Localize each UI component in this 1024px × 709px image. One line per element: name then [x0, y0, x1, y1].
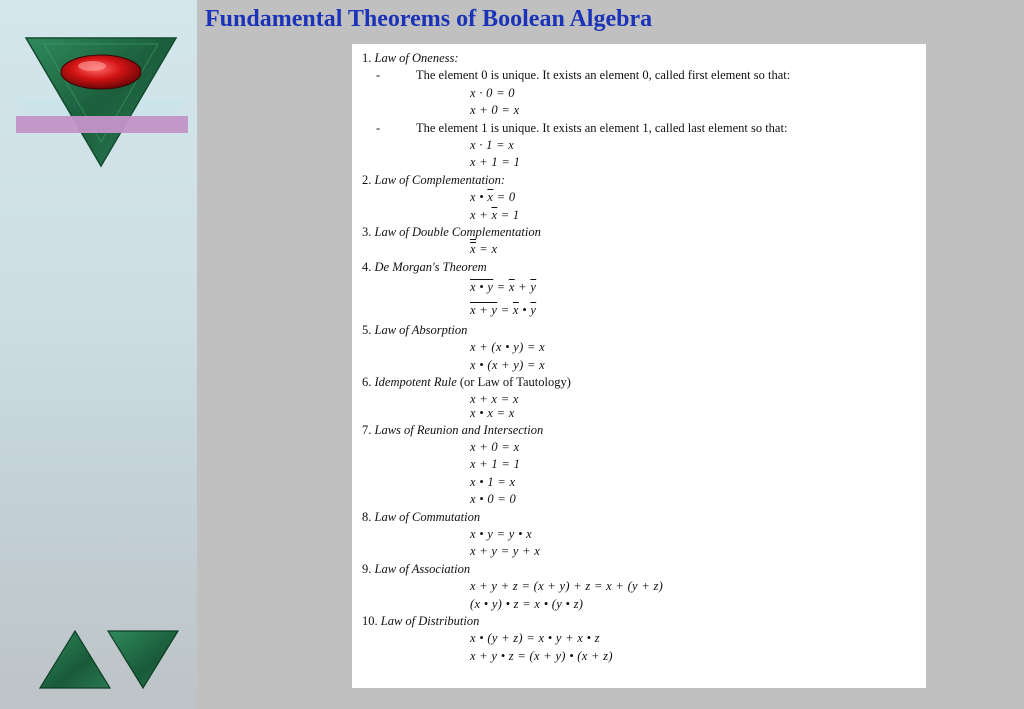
heading-law-of-double-complementation: 3. Law of Double Complementation — [362, 224, 541, 239]
heading-law-of-commutation: 8. Law of Commutation — [362, 509, 481, 524]
heading-law-of-association: 9. Law of Association — [362, 561, 471, 576]
formula: x • 0 = 0 — [470, 492, 517, 507]
formula: x = x — [362, 241, 922, 258]
formula: $x + y = \overline{x}$ • $\overline{y}$ — [470, 303, 537, 318]
heading-laws-of-reunion-and-intersection: 7. Laws of Reunion and Intersection — [362, 422, 544, 437]
formula: x + 0 = x — [470, 103, 520, 118]
prev-slide-button[interactable] — [38, 630, 112, 690]
triangle-up-icon — [40, 631, 110, 688]
formula: x · 1 = x — [470, 137, 515, 152]
bullet-element-0: - The element 0 is unique. It exists an element 0, called first element so that: — [376, 68, 791, 83]
triangle-down-icon — [108, 631, 178, 688]
formula: x + y • z = (x + y) • (x + z) — [470, 648, 613, 663]
formula: x + 0 = x — [470, 440, 520, 455]
formula: x • x = x — [470, 405, 515, 420]
formula: x + 1 = 1 — [470, 155, 521, 170]
next-slide-button[interactable] — [106, 630, 180, 690]
theorems-list — [362, 50, 922, 665]
slide-title: Fundamental Theorems of Boolean Algebra — [205, 6, 653, 32]
formula: x • (y + z) = x • y + x • z — [470, 631, 600, 646]
formula: x + (x • y) = x — [470, 340, 546, 355]
heading-law-of-complementation: 2. Law of Complementation: — [362, 172, 506, 187]
formula: x + y + z = (x + y) + z = x + (y + z) — [470, 579, 664, 594]
bullet-element-1: - The element 1 is unique. It exists an element 1, called last element so that: — [376, 120, 788, 135]
formula: x • $\overline{x} = 0$ — [470, 190, 516, 205]
heading-law-of-oneness: 1. Law of Oneness: — [362, 51, 459, 65]
heading-law-of-distribution: 10. Law of Distribution — [362, 613, 480, 628]
formula: (x • y) • z = x • (y • z) — [470, 596, 584, 611]
formula: $x + \overline{x} = 1$ — [470, 207, 520, 222]
formula: x + x = x — [470, 391, 519, 406]
heading-idempotent-rule: 6. Idempotent Rule (or Law of Tautology) — [362, 375, 571, 390]
formula: x • (x + y) = x — [470, 357, 546, 372]
formula: x · 0 = 0 — [470, 85, 515, 100]
marble-triangle-gem-icon — [14, 36, 190, 168]
theorems-panel — [352, 44, 926, 688]
heading-law-of-absorption: 5. Law of Absorption — [362, 323, 468, 338]
formula: x + y = y + x — [470, 544, 541, 559]
formula: x • y = y • x — [470, 526, 533, 541]
formula: x + 1 = 1 — [470, 457, 521, 472]
heading-de-morgans-theorem: 4. De Morgan's Theorem — [362, 259, 487, 274]
formula: x • $y = \overline{x} + \overline{y}$ — [470, 280, 537, 295]
formula: x • 1 = x — [470, 474, 516, 489]
